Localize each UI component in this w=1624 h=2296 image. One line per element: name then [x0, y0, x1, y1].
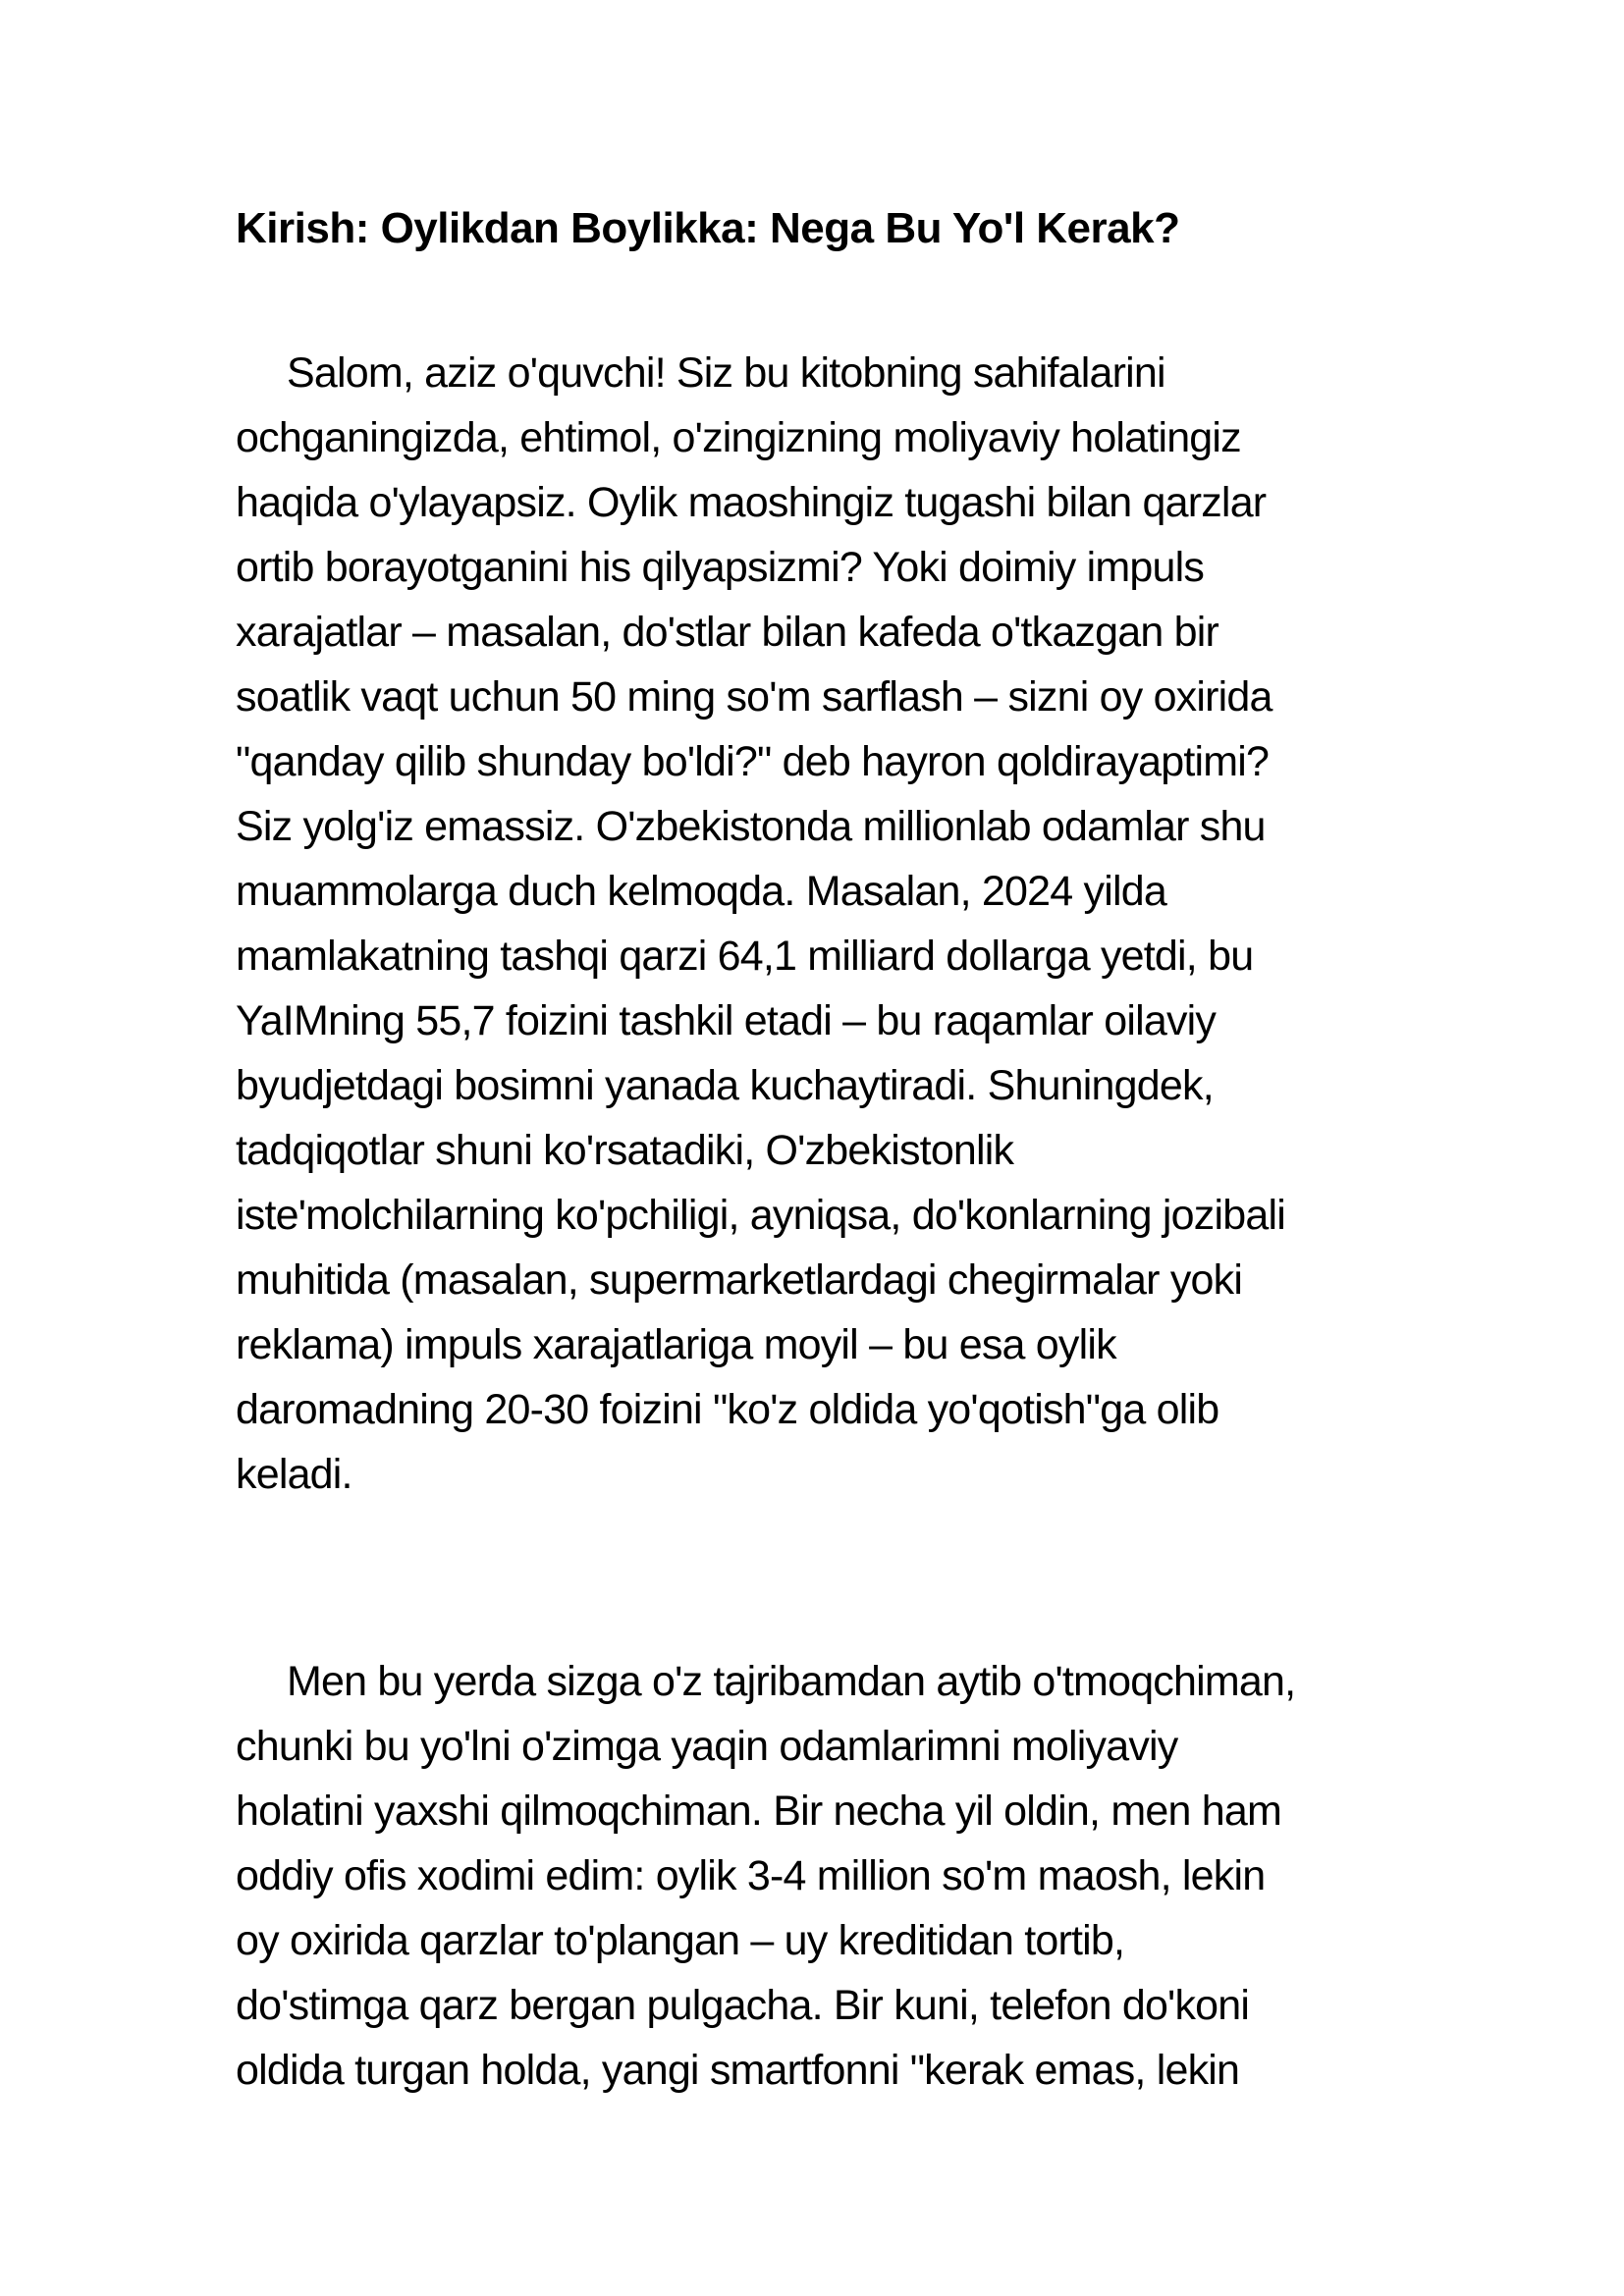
text-line: reklama) impuls xarajatlariga moyil – bu esa oylik: [236, 1321, 1116, 1368]
text-line: soatlik vaqt uchun 50 ming so'm sarflash – sizni oy oxirida: [236, 673, 1272, 721]
text-line: "qanday qilib shunday bo'ldi?" deb hayron qoldirayaptimi?: [236, 738, 1270, 785]
text-line: chunki bu yo'lni o'zimga yaqin odamlarimni moliyaviy: [236, 1723, 1178, 1770]
document-content: [236, 196, 1512, 2103]
text-line: tadqiqotlar shuni ko'rsatadiki, O'zbekistonlik: [236, 1127, 1014, 1174]
text-line: Siz yolg'iz emassiz. O'zbekistonda millionlab odamlar shu: [236, 803, 1266, 850]
paragraph: [236, 341, 1512, 1507]
text-line: xarajatlar – masalan, do'stlar bilan kafeda o'tkazgan bir: [236, 609, 1219, 656]
paragraph: [236, 1649, 1512, 2103]
text-line: Salom, aziz o'quvchi! Siz bu kitobning sahifalarini: [287, 349, 1165, 397]
text-line: do'stimga qarz bergan pulgacha. Bir kuni, telefon do'koni: [236, 1982, 1250, 2029]
text-line: iste'molchilarning ko'pchiligi, ayniqsa, do'konlarning jozibali: [236, 1192, 1285, 1239]
text-line: keladi.: [236, 1451, 352, 1498]
text-line: muhitida (masalan, supermarketlardagi chegirmalar yoki: [236, 1256, 1243, 1304]
text-line: haqida o'ylayapsiz. Oylik maoshingiz tugashi bilan qarzlar: [236, 479, 1267, 526]
document-body: [236, 341, 1512, 2103]
text-line: daromadning 20-30 foizini "ko'z oldida yo'qotish"ga olib: [236, 1386, 1219, 1433]
text-line: mamlakatning tashqi qarzi 64,1 milliard dollarga yetdi, bu: [236, 933, 1254, 980]
text-line: ochganingizda, ehtimol, o'zingizning moliyaviy holatingiz: [236, 414, 1241, 461]
text-line: Men bu yerda sizga o'z tajribamdan aytib o'tmoqchiman,: [287, 1658, 1296, 1705]
text-line: muammolarga duch kelmoqda. Masalan, 2024 yilda: [236, 868, 1166, 915]
text-line: oddiy ofis xodimi edim: oylik 3-4 million so'm maosh, lekin: [236, 1852, 1266, 1899]
text-line: YaIMning 55,7 foizini tashkil etadi – bu raqamlar oilaviy: [236, 997, 1217, 1044]
text-line: oldida turgan holda, yangi smartfonni "kerak emas, lekin: [236, 2047, 1240, 2094]
text-line: holatini yaxshi qilmoqchiman. Bir necha yil oldin, men ham: [236, 1788, 1281, 1835]
text-line: oy oxirida qarzlar to'plangan – uy kreditidan tortib,: [236, 1917, 1125, 1964]
text-line: ortib borayotganini his qilyapsizmi? Yoki doimiy impuls: [236, 544, 1205, 591]
text-line: byudjetdagi bosimni yanada kuchaytiradi. Shuningdek,: [236, 1062, 1214, 1109]
document-heading: Kirish: Oylikdan Boylikka: Nega Bu Yo'l Kerak?: [236, 204, 1180, 252]
